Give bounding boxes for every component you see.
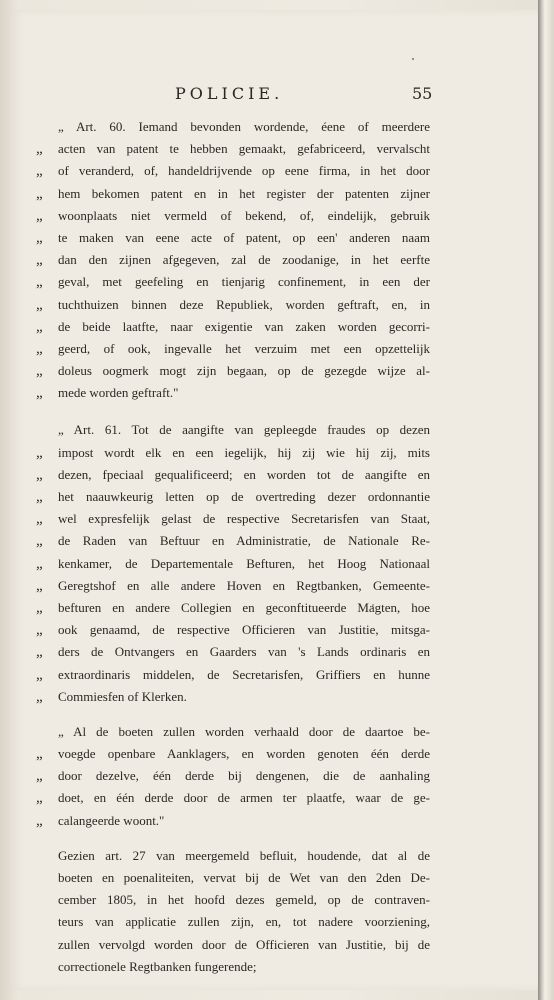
line-text: dan den zijnen afgegeven, zal de zoodanige, in het eerfte [58, 252, 430, 268]
text-line [36, 787, 430, 809]
line-text: woonplaats niet vermeld of bekend, of, eindelijk, gebruik [58, 207, 430, 223]
quotation-mark: „ [36, 274, 42, 291]
text-line [36, 619, 430, 641]
quotation-mark: „ [36, 207, 42, 224]
line-text: cember 1805, in het hoofd dezes gemeld, op de contraven- [58, 892, 430, 908]
text-line [36, 294, 430, 316]
quotation-mark: „ [36, 185, 42, 202]
text-line [36, 205, 430, 227]
text-line [58, 867, 430, 889]
text-line [36, 641, 430, 663]
paragraph [36, 419, 430, 707]
quotation-mark: „ [36, 555, 42, 572]
line-text: ook genaamd, de respective Officieren van Justitie, mitsga- [58, 622, 430, 638]
paragraph-gap [58, 404, 430, 419]
quotation-mark: „ [36, 790, 42, 807]
line-text: Commiesfen of Klerken. [58, 688, 187, 704]
line-text: impost wordt elk en een iegelijk, hij zij wie hij zij, mits [58, 444, 430, 460]
text-line [58, 911, 430, 933]
text-line [36, 271, 430, 293]
quotation-mark: „ [36, 466, 42, 483]
line-text: of veranderd, of, handeldrijvende op eene firma, in het door [58, 163, 430, 179]
line-text: door dezelve, één derde bij dengenen, die de aanhaling [58, 768, 430, 784]
text-line [36, 249, 430, 271]
body-text [36, 116, 430, 978]
quotation-mark: „ [36, 363, 42, 380]
line-text: wel expresfelijk gelast de respective Secretarisfen van Staat, [58, 511, 430, 527]
quotation-mark: „ [36, 688, 42, 705]
quotation-mark: „ [36, 511, 42, 528]
paragraph [58, 845, 430, 978]
quotation-mark: „ [36, 577, 42, 594]
quotation-mark: „ [36, 644, 42, 661]
text-line [36, 227, 430, 249]
text-line [36, 508, 430, 530]
quotation-mark: „ [36, 533, 42, 550]
ink-speck [412, 58, 414, 60]
text-line [58, 889, 430, 911]
line-text: voegde openbare Aanklagers, en worden genoten één derde [58, 746, 430, 762]
line-text: Gezien art. 27 van meergemeld befluit, houdende, dat al de [58, 847, 430, 863]
quotation-mark: „ [36, 489, 42, 505]
line-text: hem bekomen patent en in het register der patenten zijner [58, 185, 430, 201]
text-line [36, 382, 430, 404]
quotation-mark: „ [36, 385, 42, 402]
line-text: te maken van eene acte of patent, op een' anderen naam [58, 229, 430, 245]
page-edge [538, 0, 554, 1000]
text-line [36, 160, 430, 182]
quotation-mark: „ [36, 812, 42, 829]
text-line [58, 419, 430, 441]
line-text: het naauwkeurig letten op de overtreding dezer ordonnantie [58, 489, 430, 504]
line-text: „ Art. 61. Tot de aangifte van gepleegde fraudes op dezen [58, 422, 430, 438]
quotation-mark: „ [36, 252, 42, 269]
text-line [36, 442, 430, 464]
line-text: „ Al de boeten zullen worden verhaald door de daartoe be- [58, 723, 430, 739]
quotation-mark: „ [36, 141, 42, 158]
line-text: correctionele Regtbanken fungerende; [58, 958, 257, 974]
text-line [36, 664, 430, 686]
line-text: extraordinaris middelen, de Secretarisfen, Griffiers en hunne [58, 666, 430, 682]
quotation-mark: „ [36, 318, 42, 335]
line-text: acten van patent te hebben gemaakt, gefabriceerd, vervalscht [58, 141, 430, 157]
text-line [36, 686, 430, 708]
line-text: tuchthuizen binnen deze Republiek, worden geftraft, en, in [58, 296, 430, 312]
text-line [36, 464, 430, 486]
line-text: doleus oogmerk mogt zijn begaan, op de gezegde wijze al- [58, 363, 430, 379]
line-text: kenkamer, de Departementale Befturen, het Hoog Nationaal [58, 555, 430, 571]
line-text: zullen vervolgd worden door de Officieren van Justitie, bij de [58, 936, 430, 952]
line-text: „ Art. 60. Iemand bevonden wordende, éene of meerdere [58, 119, 430, 134]
text-line [36, 553, 430, 575]
page-header [0, 84, 554, 108]
paragraph-gap [58, 832, 430, 845]
line-text: ders de Ontvangers en Gaarders van 's Lands ordinaris en [58, 644, 430, 660]
line-text: teurs van applicatie zullen zijn, en, tot nadere voorziening, [58, 914, 430, 930]
line-text: Geregtshof en alle andere Hoven en Regtbanken, Gemeente- [58, 577, 430, 593]
line-text: dezen, fpeciaal gequalificeerd; en worden tot de aangifte en [58, 466, 430, 482]
running-head: POLICIE. [175, 84, 284, 103]
quotation-mark: „ [36, 444, 42, 461]
text-line [58, 956, 430, 978]
quotation-mark: „ [36, 666, 42, 683]
text-line [36, 360, 430, 382]
quotation-mark: „ [36, 163, 42, 180]
text-line [36, 486, 430, 508]
quotation-mark: „ [36, 599, 42, 616]
page-number: 55 [412, 84, 433, 103]
quotation-mark: „ [36, 229, 42, 246]
line-text: calangeerde woont." [58, 812, 165, 828]
paragraph [36, 116, 430, 404]
quotation-mark: „ [36, 768, 42, 785]
text-line [36, 575, 430, 597]
text-line [36, 743, 430, 765]
paragraph-gap [58, 708, 430, 721]
quotation-mark: „ [36, 340, 42, 357]
text-line [58, 116, 430, 138]
line-text: de beide laatfte, naar exigentie van zaken worden gecorri- [58, 318, 430, 334]
text-line [58, 934, 430, 956]
text-line [36, 765, 430, 787]
line-text: geval, met geefeling en tienjarig confinement, in een der [58, 274, 430, 290]
quotation-mark: „ [36, 296, 42, 313]
text-line [36, 530, 430, 552]
text-line [36, 338, 430, 360]
text-line [36, 810, 430, 832]
text-line [58, 845, 430, 867]
line-text: geerd, of ook, ingevalle het verzuim met een opzettelijk [58, 340, 430, 356]
line-text: boeten en poenaliteiten, vervat bij de Wet van den 2den De- [58, 870, 430, 885]
line-text: befturen en andere Collegien en geconftitueerde Magten, hoe [58, 599, 430, 615]
text-line [36, 138, 430, 160]
paragraph [36, 721, 430, 832]
line-text: doet, en één derde door de armen ter plaatfe, waar de ge- [58, 790, 430, 806]
quotation-mark: „ [36, 622, 42, 639]
text-line [36, 597, 430, 619]
line-text: mede worden geftraft." [58, 385, 179, 401]
text-line [36, 183, 430, 205]
text-line [58, 721, 430, 743]
quotation-mark: „ [36, 746, 42, 763]
text-line [36, 316, 430, 338]
line-text: de Raden van Beftuur en Administratie, de Nationale Re- [58, 533, 430, 549]
